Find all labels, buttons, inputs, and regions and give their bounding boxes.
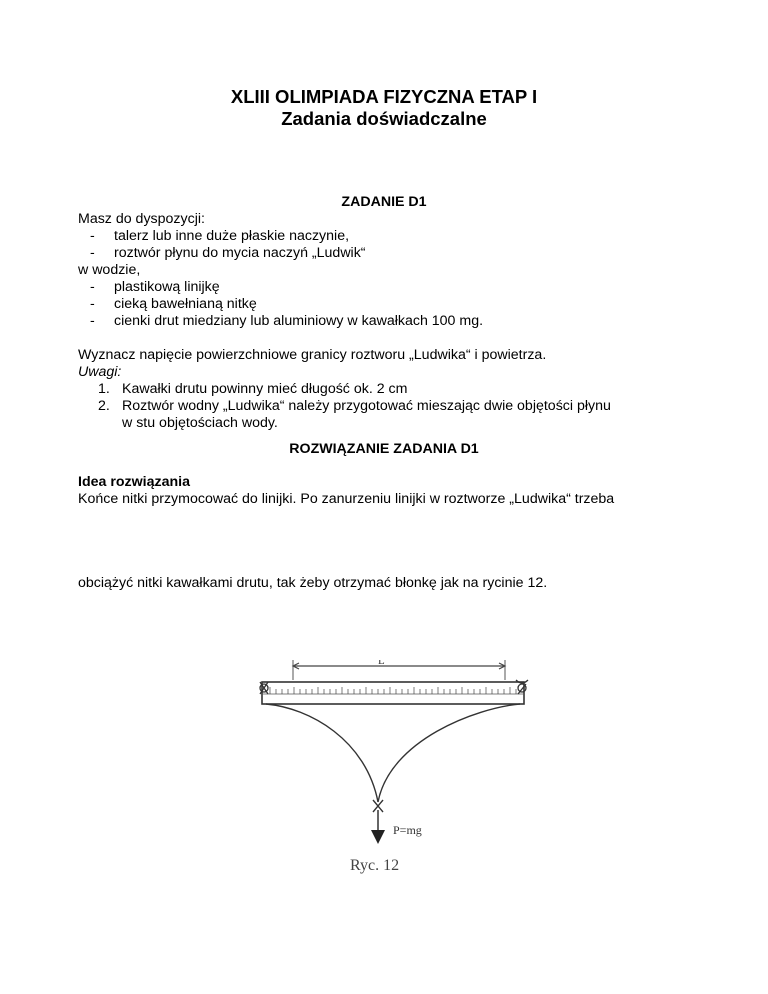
length-label: L [378,660,385,667]
task-heading: ZADANIE D1 [341,194,427,210]
task-continuation: w wodzie, [78,262,141,278]
note-item: 1. Kawałki drutu powinny mieć długość ok. 2 cm [98,381,408,397]
solution-subheading: Idea rozwiązania [78,474,190,490]
task-instruction: Wyznacz napięcie powierzchniowe granicy roztworu „Ludwika“ i powietrza. [78,347,547,363]
list-item: - roztwór płynu do mycia naczyń „Ludwik“ [90,245,366,261]
figure-caption: Ryc. 12 [350,857,400,874]
solution-heading: ROZWIĄZANIE ZADANIA D1 [289,441,479,457]
figure-ryc-12 [250,660,540,880]
list-item: - cieką bawełnianą nitkę [90,296,257,312]
page-title-line2: Zadania doświadczalne [281,108,487,129]
note-item: 2. Roztwór wodny „Ludwika“ należy przygotować mieszając dwie objętości płynu [98,398,611,414]
list-item: - talerz lub inne duże płaskie naczynie, [90,228,350,244]
solution-paragraph-2: obciążyć nitki kawałkami drutu, tak żeby otrzymać błonkę jak na rycinie 12. [78,575,548,591]
list-item: - cienki drut miedziany lub aluminiowy w kawałkach 100 mg. [90,313,484,329]
page-title-line1: XLIII OLIMPIADA FIZYCZNA ETAP I [230,86,538,107]
notes-label: Uwagi: [78,364,122,380]
note-item-continuation: w stu objętościach wody. [122,415,278,431]
figure-drawing [250,660,540,880]
task-intro: Masz do dyspozycji: [78,211,205,227]
force-label: P=mg [393,823,422,837]
list-item: - plastikową linijkę [90,279,220,295]
solution-paragraph-1: Końce nitki przymocować do linijki. Po zanurzeniu linijki w roztworze „Ludwika“ trzeba [78,491,615,507]
